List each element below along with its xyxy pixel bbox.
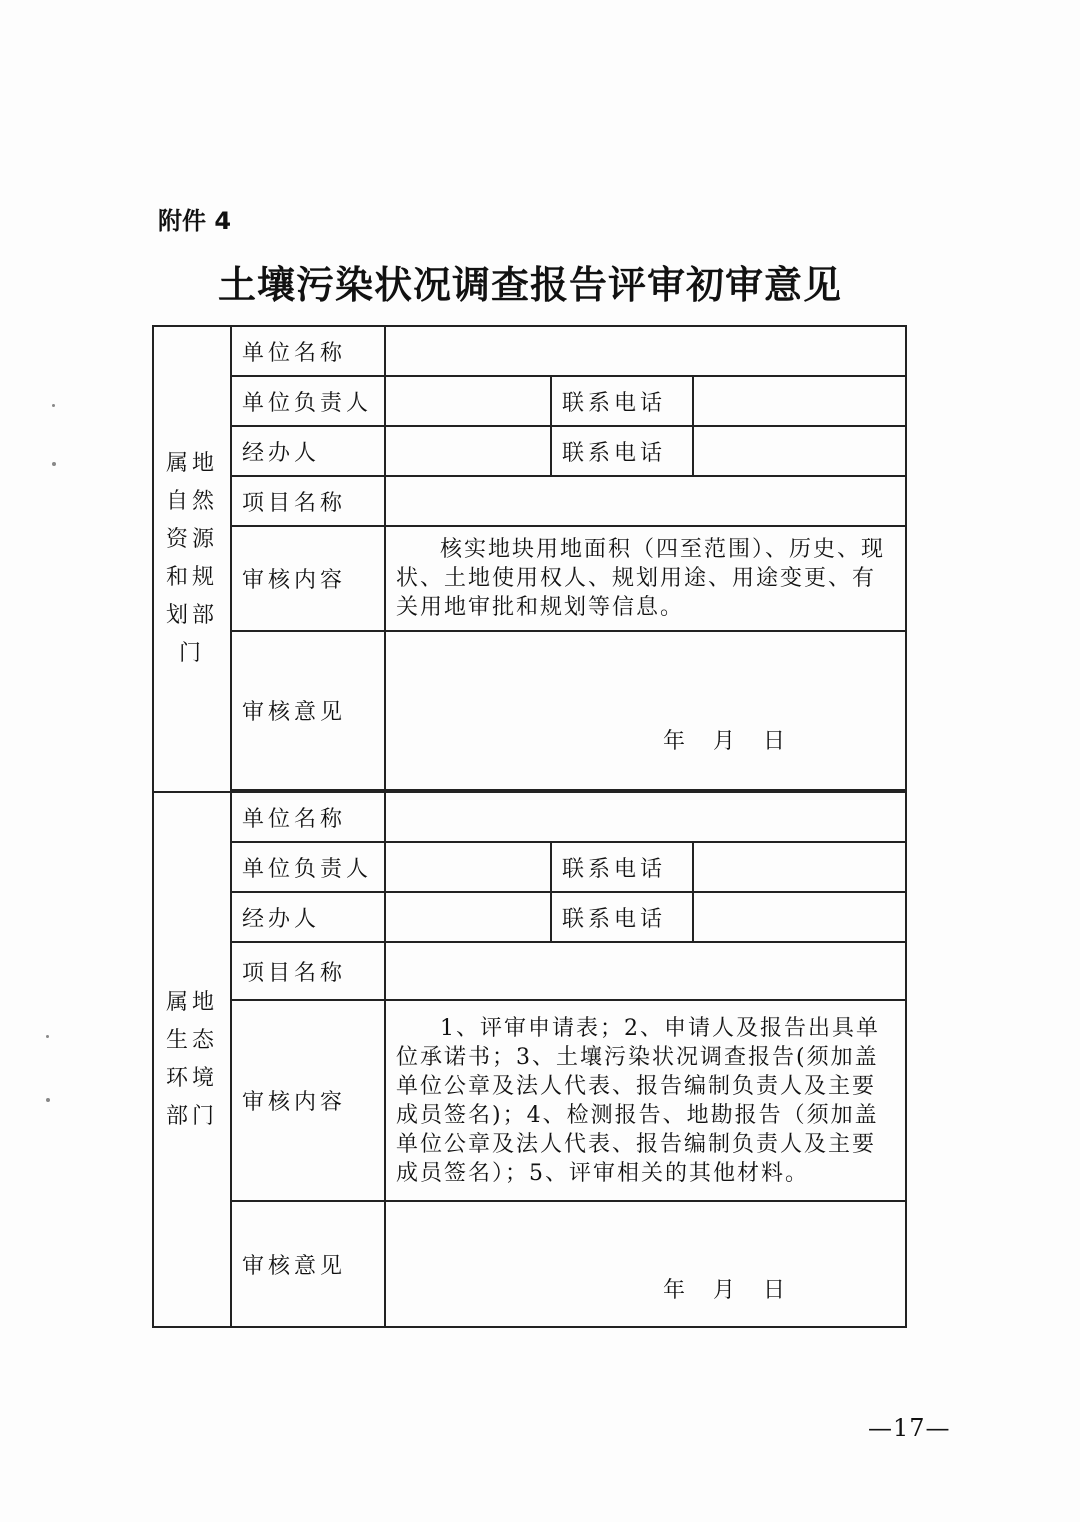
section-1-unit-head-row (153, 376, 906, 426)
unit-name-field[interactable] (385, 792, 906, 842)
unit-head-field[interactable] (385, 376, 551, 426)
phone-label: 联系电话 (551, 842, 693, 892)
review-content-label: 审核内容 (231, 526, 385, 631)
unit-name-label: 单位名称 (231, 792, 385, 842)
review-content-text: 核实地块用地面积（四至范围）、历史、现状、土地使用权人、规划用途、用途变更、有关用地审批和规划等信息。 (396, 537, 886, 620)
review-content (385, 1000, 906, 1201)
review-opinion-field[interactable] (385, 1201, 906, 1327)
date-year: 年 (662, 729, 685, 754)
attachment-label: 附件 4 (158, 207, 232, 235)
margin-mark (46, 1035, 49, 1038)
review-opinion-field[interactable] (385, 631, 906, 790)
unit-head-field[interactable] (385, 842, 551, 892)
section-2-project-row (153, 942, 906, 1000)
project-name-label: 项目名称 (231, 476, 385, 526)
review-form-table (152, 325, 907, 1328)
section-1-project-row (153, 476, 906, 526)
date-day: 日 (763, 1278, 786, 1303)
unit-head-label: 单位负责人 (231, 376, 385, 426)
project-name-field[interactable] (385, 942, 906, 1000)
page-number: —17— (868, 1414, 951, 1442)
handler-label: 经办人 (231, 892, 385, 942)
date-line (635, 1273, 785, 1304)
review-content-label: 审核内容 (231, 1000, 385, 1201)
document-title: 土壤污染状况调查报告评审初审意见 (217, 262, 842, 307)
margin-mark (52, 462, 56, 466)
handler-field[interactable] (385, 426, 551, 476)
unit-head-phone-field[interactable] (693, 376, 906, 426)
unit-head-phone-field[interactable] (693, 842, 906, 892)
phone-label: 联系电话 (551, 892, 693, 942)
section-2-department: 属地生态环境部门 (153, 792, 231, 1327)
section-1-handler-row (153, 426, 906, 476)
section-1-department: 属地自然资源和规划部门 (153, 326, 231, 792)
date-month: 月 (712, 1278, 735, 1303)
review-opinion-label: 审核意见 (231, 1201, 385, 1327)
date-month: 月 (712, 729, 735, 754)
handler-label: 经办人 (231, 426, 385, 476)
unit-name-field[interactable] (385, 326, 906, 376)
margin-mark (52, 404, 55, 407)
phone-label: 联系电话 (551, 376, 693, 426)
handler-phone-field[interactable] (693, 426, 906, 476)
margin-mark (46, 1098, 50, 1102)
date-day: 日 (763, 729, 786, 754)
review-opinion-label: 审核意见 (231, 631, 385, 790)
review-content (385, 526, 906, 631)
date-line (635, 724, 785, 755)
section-1-unit-name-row (153, 326, 906, 376)
section-2-content-row (153, 1000, 906, 1201)
review-content-text: 1、评审申请表；2、申请人及报告出具单位承诺书；3、土壤污染状况调查报告(须加盖单位公章及法人代表、报告编制负责人及主要成员签名)；4、检测报告、地勘报告（须加盖单位公章及法人代表、报告编制负责人及主要成员签名）；5、评审相关的其他材料。 (396, 1015, 880, 1186)
section-2-unit-head-row (153, 842, 906, 892)
unit-head-label: 单位负责人 (231, 842, 385, 892)
project-name-label: 项目名称 (231, 942, 385, 1000)
handler-field[interactable] (385, 892, 551, 942)
phone-label: 联系电话 (551, 426, 693, 476)
section-2-handler-row (153, 892, 906, 942)
project-name-field[interactable] (385, 476, 906, 526)
unit-name-label: 单位名称 (231, 326, 385, 376)
section-1-opinion-row (153, 631, 906, 790)
section-2-unit-name-row (153, 792, 906, 842)
section-1-content-row (153, 526, 906, 631)
section-2-opinion-row (153, 1201, 906, 1327)
handler-phone-field[interactable] (693, 892, 906, 942)
date-year: 年 (662, 1278, 685, 1303)
